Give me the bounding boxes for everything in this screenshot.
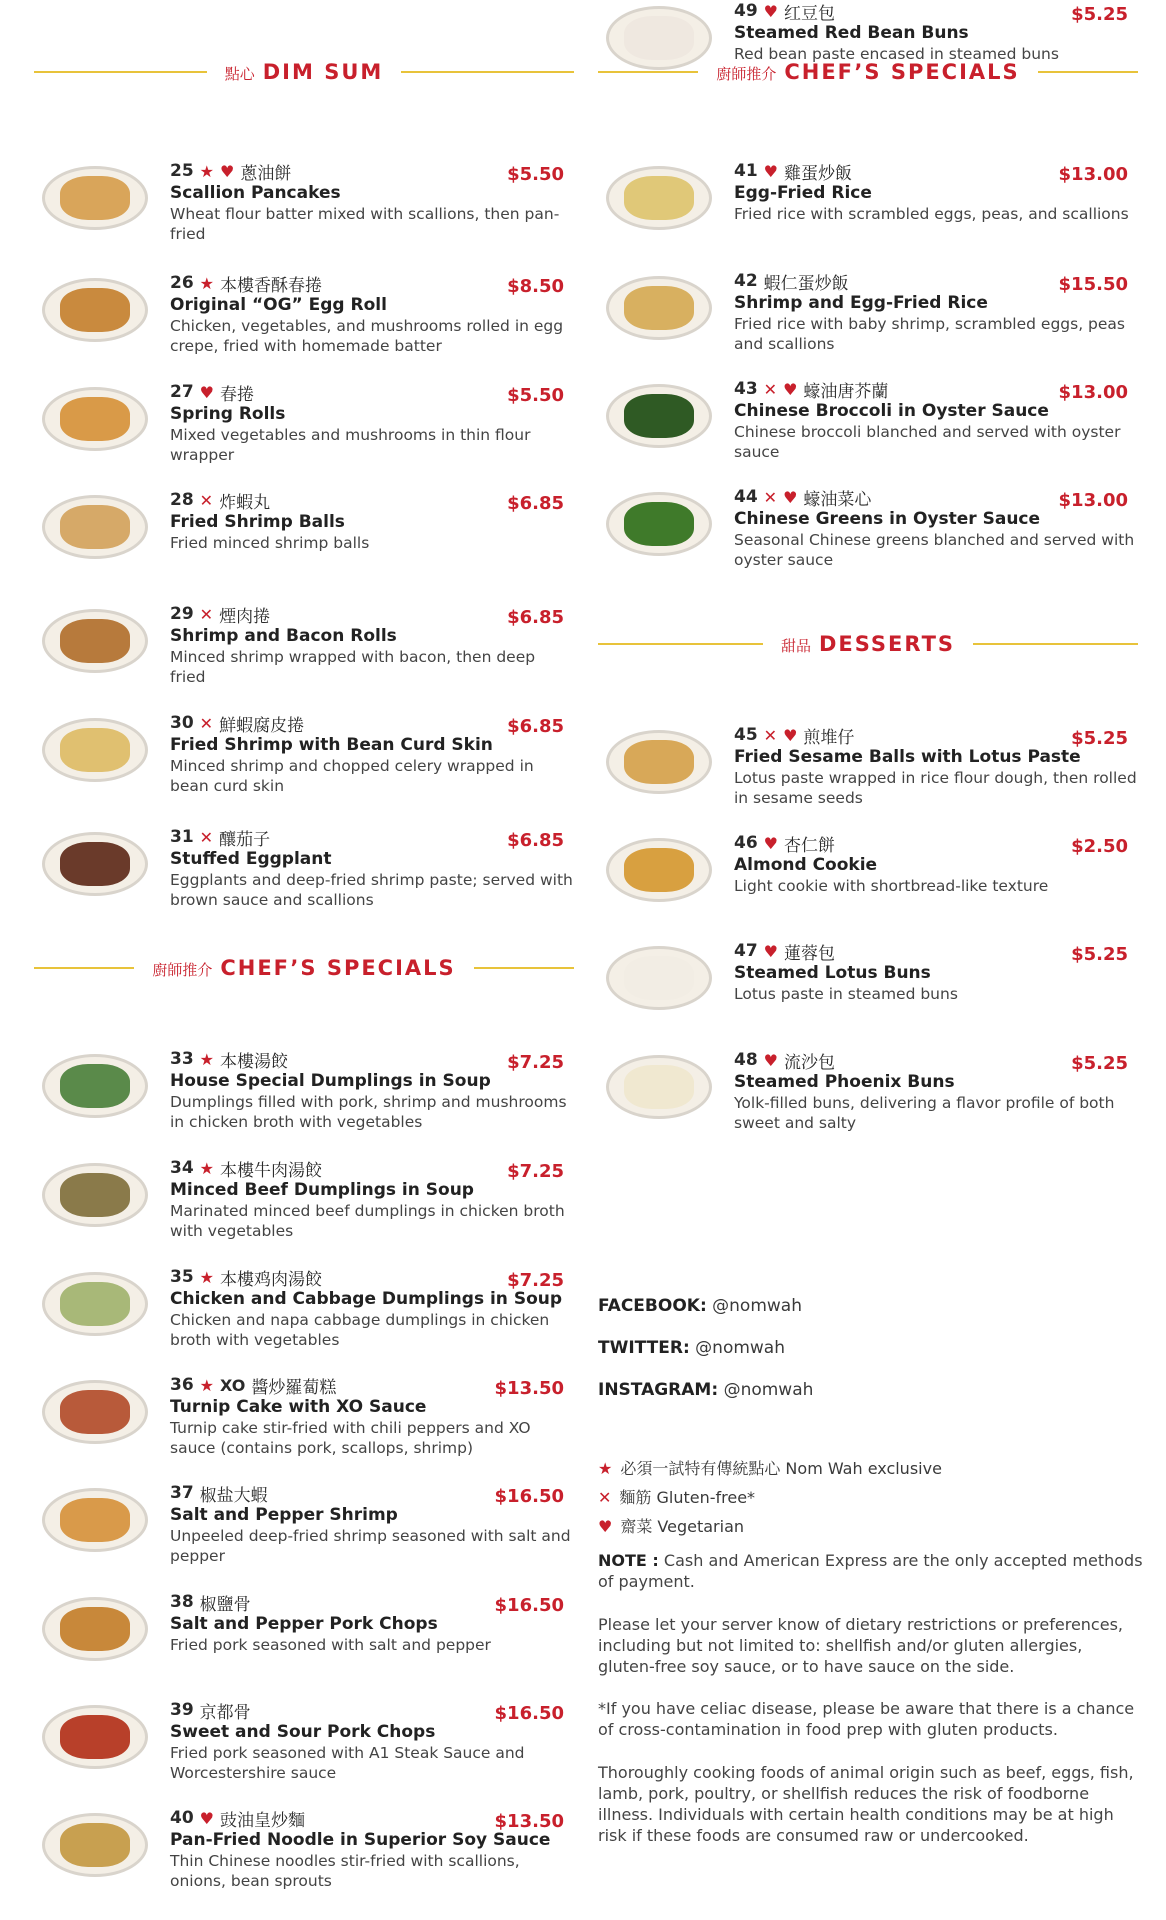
menu-item[interactable] (598, 940, 1138, 1036)
dish-photo (598, 378, 720, 454)
item-description: Fried pork seasoned with salt and pepper (170, 1636, 491, 1654)
item-chinese-name: 红豆包 (784, 3, 836, 24)
item-chinese-name: 椒盐大蝦 (199, 1485, 268, 1506)
item-number: 35 (170, 1267, 194, 1287)
star-icon: ★ (199, 1049, 215, 1069)
dish-photo (34, 272, 156, 348)
item-number: 37 (170, 1483, 194, 1503)
item-price: $5.25 (1071, 728, 1128, 749)
item-info (734, 270, 1138, 354)
heart-icon: ♥ (783, 725, 798, 745)
item-chinese-name: 煙肉捲 (219, 606, 271, 627)
item-description: Yolk-filled buns, delivering a flavor profile of both sweet and salty (734, 1094, 1115, 1132)
item-name: House Special Dumplings in Soup (170, 1071, 491, 1091)
item-chinese-name: 蠔油唐芥蘭 (803, 381, 889, 402)
item-chinese-name: 本樓鸡肉湯餃 (220, 1269, 323, 1290)
menu-item[interactable] (34, 1699, 574, 1795)
item-name: Fried Shrimp Balls (170, 512, 345, 532)
menu-item[interactable] (34, 272, 574, 368)
food (60, 505, 130, 549)
item-name: Chinese Broccoli in Oyster Sauce (734, 401, 1049, 421)
item-info (170, 1157, 574, 1241)
item-info (170, 1266, 574, 1350)
section-title (134, 956, 473, 980)
item-name: Original “OG” Egg Roll (170, 295, 387, 315)
item-price: $13.00 (1058, 490, 1128, 511)
divider (34, 967, 134, 969)
menu-item[interactable] (598, 1049, 1138, 1145)
menu-item[interactable] (598, 832, 1138, 928)
item-price: $5.25 (1071, 944, 1128, 965)
item-chinese-name: 本樓牛肉湯餃 (220, 1160, 323, 1181)
dietary-note: Please let your server know of dietary restrictions or preferences, including but not limited to: shellfish and/or gluten allergies, gluten-free soy sauce, or to have sauce on the side. (598, 1615, 1123, 1676)
section-header (34, 956, 574, 980)
item-info (734, 378, 1138, 462)
cooking-note: Thoroughly cooking foods of animal origin such as beef, eggs, fish, lamb, pork, poultry, or shellfish reduces the risk of foodborne illness. Individuals with certain health conditions may be at high risk if these foods are consumed raw or undercooked. (598, 1763, 1134, 1845)
section-title-zh: 廚師推介 (152, 961, 213, 979)
item-number: 49 (734, 1, 758, 21)
item-info (170, 826, 574, 910)
dish-photo (34, 1807, 156, 1883)
section-title-en: DIM SUM (262, 60, 384, 84)
item-info (734, 724, 1138, 808)
item-description: Red bean paste encased in steamed buns (734, 45, 1059, 63)
item-price: $7.25 (507, 1052, 564, 1073)
item-number: 36 (170, 1375, 194, 1395)
menu-item[interactable] (598, 160, 1138, 256)
food (624, 394, 694, 438)
cross-icon: ✕ (199, 827, 214, 847)
item-number: 38 (170, 1592, 194, 1612)
section-title-zh: 廚師推介 (716, 65, 777, 83)
item-price: $13.00 (1058, 382, 1128, 403)
item-name: Steamed Phoenix Buns (734, 1072, 955, 1092)
food (60, 619, 130, 663)
item-description: Fried minced shrimp balls (170, 534, 370, 552)
menu-item[interactable] (598, 0, 1138, 96)
food (60, 1715, 130, 1759)
item-info (170, 160, 574, 244)
item-number: 29 (170, 604, 194, 624)
cross-icon: ✕ (763, 487, 778, 507)
item-info (170, 381, 574, 465)
item-info (170, 712, 574, 796)
dish-photo (598, 270, 720, 346)
item-number: 45 (734, 725, 758, 745)
star-icon: ★ (199, 273, 215, 293)
food (624, 1065, 694, 1109)
legend-exclusive: ★ 必須一試特有傳統點心 Nom Wah exclusive (598, 1459, 942, 1478)
item-chinese-name: 釀茄子 (219, 829, 271, 850)
item-chinese-name: 京都骨 (199, 1702, 251, 1723)
item-price: $13.50 (494, 1811, 564, 1832)
star-icon: ★ (199, 161, 215, 181)
item-chinese-name: 本樓香酥春捲 (220, 275, 323, 296)
item-price: $2.50 (1071, 836, 1128, 857)
section-title-en: CHEF’S SPECIALS (220, 956, 456, 980)
item-chinese-name: 杏仁餅 (784, 835, 836, 856)
food (624, 286, 694, 330)
menu-item[interactable] (34, 1482, 574, 1578)
item-name: Salt and Pepper Pork Chops (170, 1614, 438, 1634)
item-chinese-name: 雞蛋炒飯 (784, 163, 853, 184)
item-number: 43 (734, 379, 758, 399)
item-description: Chinese broccoli blanched and served with oyster sauce (734, 423, 1121, 461)
item-info (734, 160, 1138, 224)
dish-photo (34, 381, 156, 457)
food (60, 397, 130, 441)
item-chinese-name: 春捲 (220, 384, 255, 405)
section-title (763, 632, 973, 656)
item-price: $5.50 (507, 385, 564, 406)
heart-icon: ♥ (783, 487, 798, 507)
menu-item[interactable] (598, 378, 1138, 474)
item-description: Dumplings filled with pork, shrimp and mushrooms in chicken broth with vegetables (170, 1093, 567, 1131)
item-number: 31 (170, 827, 194, 847)
item-price: $5.25 (1071, 4, 1128, 25)
menu-item[interactable] (34, 1048, 574, 1144)
heart-icon: ♥ (763, 1, 779, 21)
item-info (170, 1374, 574, 1458)
item-description: Mixed vegetables and mushrooms in thin flour wrapper (170, 426, 531, 464)
heart-icon: ♥ (783, 379, 798, 399)
item-info (170, 489, 574, 553)
item-number: 28 (170, 490, 194, 510)
item-name: Almond Cookie (734, 855, 878, 875)
dish-photo (34, 1374, 156, 1450)
item-description: Eggplants and deep-fried shrimp paste; served with brown sauce and scallions (170, 871, 573, 909)
item-name: Shrimp and Bacon Rolls (170, 626, 397, 646)
food (624, 956, 694, 1000)
dish-photo (34, 1699, 156, 1775)
item-number: 30 (170, 713, 194, 733)
item-info (734, 832, 1138, 896)
section-header (34, 60, 574, 84)
item-chinese-name: 鮮蝦腐皮捲 (219, 715, 305, 736)
item-name: Pan-Fried Noodle in Superior Soy Sauce (170, 1830, 551, 1850)
dish-photo (598, 1049, 720, 1125)
heart-icon: ♥ (763, 161, 779, 181)
item-description: Unpeeled deep-fried shrimp seasoned with salt and pepper (170, 1527, 571, 1565)
dish-photo (34, 826, 156, 902)
section-title (207, 60, 402, 84)
item-description: Chicken and napa cabbage dumplings in chicken broth with vegetables (170, 1311, 550, 1349)
menu-item[interactable] (34, 1266, 574, 1362)
item-description: Thin Chinese noodles stir-fried with scallions, onions, bean sprouts (170, 1852, 520, 1890)
menu-item[interactable] (34, 381, 574, 477)
item-description: Fried rice with scrambled eggs, peas, and scallions (734, 205, 1129, 223)
section-title-en: DESSERTS (818, 632, 956, 656)
item-name: Steamed Lotus Buns (734, 963, 931, 983)
section-header (598, 632, 1138, 656)
menu-item[interactable] (34, 1591, 574, 1687)
dish-photo (598, 160, 720, 236)
item-name: Steamed Red Bean Buns (734, 23, 969, 43)
heart-icon: ♥ (763, 833, 779, 853)
food (60, 842, 130, 886)
food (60, 1823, 130, 1867)
food (60, 1173, 130, 1217)
item-chinese-name: 醬炒羅蔔糕 (251, 1377, 337, 1398)
item-name: Egg-Fried Rice (734, 183, 872, 203)
item-info (170, 1482, 574, 1566)
legend-gluten-free: ✕ 麵筋 Gluten-free* (598, 1488, 756, 1507)
item-chinese-name: 炸蝦丸 (219, 492, 271, 513)
item-chinese-name: 豉油皇炒麵 (220, 1810, 306, 1831)
item-info (734, 1049, 1138, 1133)
item-price: $16.50 (494, 1595, 564, 1616)
cross-icon: ✕ (199, 604, 214, 624)
dish-photo (598, 486, 720, 562)
heart-icon: ♥ (763, 941, 779, 961)
dish-photo (598, 0, 720, 76)
item-name: Chicken and Cabbage Dumplings in Soup (170, 1289, 563, 1309)
item-description: Minced shrimp and chopped celery wrapped in bean curd skin (170, 757, 534, 795)
item-price: $16.50 (494, 1703, 564, 1724)
item-description: Seasonal Chinese greens blanched and served with oyster sauce (734, 531, 1135, 569)
item-name: Spring Rolls (170, 404, 286, 424)
item-number: 41 (734, 161, 758, 181)
food (624, 176, 694, 220)
item-price: $6.85 (507, 607, 564, 628)
item-number: 25 (170, 161, 194, 181)
food (624, 16, 694, 60)
star-icon: ★ (598, 1459, 613, 1478)
item-description: Marinated minced beef dumplings in chicken broth with vegetables (170, 1202, 565, 1240)
menu-item[interactable] (34, 826, 574, 922)
item-description: Chicken, vegetables, and mushrooms rolled in egg crepe, fried with homemade batter (170, 317, 564, 355)
facebook-line[interactable]: FACEBOOK: @nomwah (598, 1296, 802, 1316)
item-chinese-name: 蝦仁蛋炒飯 (763, 273, 849, 294)
cross-icon: ✕ (763, 379, 778, 399)
dish-photo (598, 832, 720, 908)
heart-icon: ♥ (763, 1050, 779, 1070)
celiac-note: *If you have celiac disease, please be aware that there is a chance of cross-contamination in food prep with gluten products. (598, 1699, 1135, 1739)
item-price: $7.25 (507, 1161, 564, 1182)
dish-photo (34, 1266, 156, 1342)
menu-item[interactable] (34, 712, 574, 808)
item-name: Chinese Greens in Oyster Sauce (734, 509, 1041, 529)
food (60, 1607, 130, 1651)
dish-photo (34, 603, 156, 679)
dish-photo (34, 1482, 156, 1558)
food (624, 848, 694, 892)
dish-photo (598, 724, 720, 800)
item-price: $16.50 (494, 1486, 564, 1507)
item-chinese-name: 蔥油餅 (240, 163, 292, 184)
item-description: Fried pork seasoned with A1 Steak Sauce and Worcestershire sauce (170, 1744, 525, 1782)
item-name: Fried Sesame Balls with Lotus Paste (734, 747, 1081, 767)
item-price: $13.50 (494, 1378, 564, 1399)
item-number: 44 (734, 487, 758, 507)
item-price: $7.25 (507, 1270, 564, 1291)
menu-item[interactable] (34, 160, 574, 256)
item-chinese-name: 流沙包 (784, 1052, 836, 1073)
item-price: $15.50 (1058, 274, 1128, 295)
item-description: Light cookie with shortbread-like texture (734, 877, 1049, 895)
menu-item[interactable] (34, 1374, 574, 1470)
heart-icon: ♥ (199, 1808, 215, 1828)
item-number: 39 (170, 1700, 194, 1720)
item-chinese-name: 蠔油菜心 (803, 489, 872, 510)
dish-photo (34, 1048, 156, 1124)
item-price: $5.50 (507, 164, 564, 185)
divider (598, 643, 763, 645)
food (60, 176, 130, 220)
item-number: 34 (170, 1158, 194, 1178)
cross-icon: ✕ (763, 725, 778, 745)
dish-photo (598, 940, 720, 1016)
item-description: Wheat flour batter mixed with scallions, then pan-fried (170, 205, 560, 243)
menu-item[interactable] (34, 489, 574, 585)
instagram-line[interactable]: INSTAGRAM: @nomwah (598, 1380, 814, 1400)
item-info (170, 1048, 574, 1132)
item-name: Stuffed Eggplant (170, 849, 332, 869)
menu-item[interactable] (598, 270, 1138, 366)
legend-vegetarian: ♥ 齋菜 Vegetarian (598, 1517, 745, 1536)
food (624, 740, 694, 784)
divider (474, 967, 574, 969)
section-title-en: CHEF’S SPECIALS (784, 60, 1020, 84)
food (60, 288, 130, 332)
item-info (734, 0, 1138, 64)
food (60, 1498, 130, 1542)
item-number: 46 (734, 833, 758, 853)
item-number: 47 (734, 941, 758, 961)
menu-item[interactable] (34, 603, 574, 699)
menu-item[interactable] (34, 1157, 574, 1253)
divider (34, 71, 207, 73)
item-name: Scallion Pancakes (170, 183, 341, 203)
star-icon: ★ (199, 1375, 215, 1395)
dish-photo (34, 712, 156, 788)
item-chinese-name: 煎堆仔 (803, 727, 855, 748)
xo-label: XO (220, 1375, 246, 1395)
food (60, 728, 130, 772)
item-name: Sweet and Sour Pork Chops (170, 1722, 436, 1742)
item-price: $6.85 (507, 716, 564, 737)
item-price: $13.00 (1058, 164, 1128, 185)
item-description: Turnip cake stir-fried with chili peppers and XO sauce (contains pork, scallops, shrimp) (170, 1419, 531, 1457)
food (60, 1282, 130, 1326)
item-name: Salt and Pepper Shrimp (170, 1505, 398, 1525)
item-name: Shrimp and Egg-Fried Rice (734, 293, 988, 313)
item-number: 26 (170, 273, 194, 293)
item-number: 42 (734, 271, 758, 291)
item-info (170, 603, 574, 687)
item-chinese-name: 本樓湯餃 (220, 1051, 289, 1072)
payment-note: NOTE : Cash and American Express are the only accepted methods of payment. (598, 1551, 1143, 1591)
item-chinese-name: 椒鹽骨 (199, 1594, 251, 1615)
item-info (170, 1591, 574, 1655)
menu-item[interactable] (598, 724, 1138, 820)
dish-photo (34, 1157, 156, 1233)
item-description: Minced shrimp wrapped with bacon, then deep fried (170, 648, 536, 686)
item-info (170, 1699, 574, 1783)
menu-item[interactable] (598, 486, 1138, 582)
heart-icon: ♥ (598, 1517, 613, 1536)
item-name: Minced Beef Dumplings in Soup (170, 1180, 474, 1200)
food (60, 1064, 130, 1108)
food (60, 1390, 130, 1434)
item-number: 48 (734, 1050, 758, 1070)
cross-icon: ✕ (199, 713, 214, 733)
divider (401, 71, 574, 73)
cross-icon: ✕ (199, 490, 214, 510)
item-info (734, 940, 1138, 1004)
dish-photo (34, 489, 156, 565)
item-description: Lotus paste wrapped in rice flour dough, then rolled in sesame seeds (734, 769, 1137, 807)
item-description: Fried rice with baby shrimp, scrambled eggs, peas and scallions (734, 315, 1125, 353)
item-description: Lotus paste in steamed buns (734, 985, 958, 1003)
food (624, 502, 694, 546)
item-number: 40 (170, 1808, 194, 1828)
item-price: $6.85 (507, 830, 564, 851)
item-chinese-name: 蓮蓉包 (784, 943, 836, 964)
star-icon: ★ (199, 1267, 215, 1287)
item-info (170, 272, 574, 356)
item-number: 27 (170, 382, 194, 402)
item-name: Turnip Cake with XO Sauce (170, 1397, 427, 1417)
heart-icon: ♥ (199, 382, 215, 402)
menu-item[interactable] (34, 1807, 574, 1903)
dish-photo (34, 1591, 156, 1667)
section-title-zh: 點心 (224, 65, 255, 83)
cross-icon: ✕ (598, 1488, 612, 1507)
item-price: $8.50 (507, 276, 564, 297)
item-price: $5.25 (1071, 1053, 1128, 1074)
heart-icon: ♥ (220, 161, 235, 181)
item-info (170, 1807, 574, 1891)
dish-photo (34, 160, 156, 236)
item-name: Fried Shrimp with Bean Curd Skin (170, 735, 493, 755)
divider (973, 643, 1138, 645)
item-number: 33 (170, 1049, 194, 1069)
item-price: $6.85 (507, 493, 564, 514)
twitter-line[interactable]: TWITTER: @nomwah (598, 1338, 786, 1358)
star-icon: ★ (199, 1158, 215, 1178)
item-info (734, 486, 1138, 570)
section-title-zh: 甜品 (780, 637, 811, 655)
